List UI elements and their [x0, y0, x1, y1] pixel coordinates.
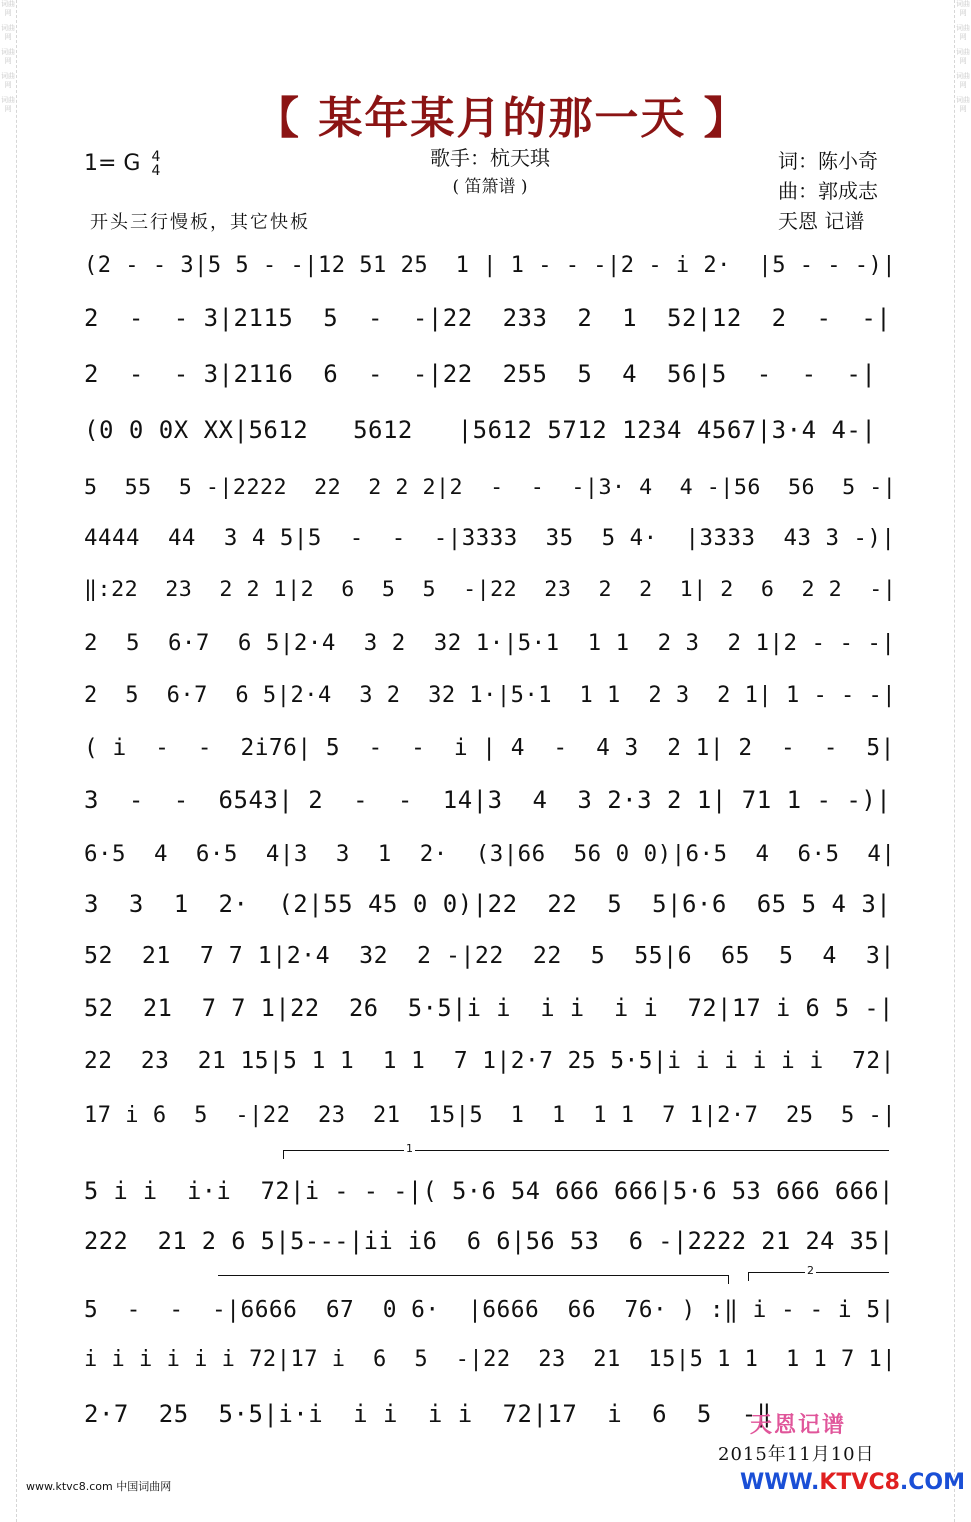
score-line: (0 0 0X XX|5612 5612 |5612 5712 1234 4567|3·4 4-| [84, 416, 877, 444]
score-line: 2 5 6·7 6 5|2·4 3 2 32 1·|5·1 1 1 2 3 2 1| 1 - - -| [84, 683, 897, 708]
score-line: 3 3 1 2· (2|55 45 0 0)|22 22 5 5|6·6 65 5 4 3| [84, 890, 892, 918]
score-line: 3 - - 6543| 2 - - 14|3 4 3 2·3 2 1| 71 1 - -)| [84, 786, 892, 814]
score-line: 6·5 4 6·5 4|3 3 1 2· (3|66 56 0 0)|6·5 4 6·5 4| [84, 841, 896, 867]
score-line: i i i i i i 72|17 i 6 5 -|22 23 21 15|5 1 1 1 1 7 1| [84, 1347, 897, 1372]
side-watermark-text: 词曲网 [1, 48, 15, 65]
side-watermark-text: 词曲网 [1, 96, 15, 113]
footer-site-text: www.ktvc8.com 中国词曲网 [26, 1480, 172, 1493]
side-watermark-text: 词曲网 [1, 72, 15, 89]
transcription-date: 2015年11月10日 [718, 1444, 875, 1465]
time-signature [151, 150, 160, 178]
credits [778, 146, 878, 236]
footer-logo-ktvc8: KTVC8 [819, 1470, 900, 1495]
side-watermark-text: 词曲网 [1, 0, 15, 17]
score-line: 5 - - -|6666 67 0 6· |6666 66 76· ) :‖ i - - i 5| [84, 1297, 895, 1323]
volta-number-1: 1 [406, 1142, 413, 1155]
side-watermark-text: 词曲网 [956, 96, 970, 113]
score-line: 2 - - 3|2116 6 - -|22 255 5 4 56|5 - - -| [84, 360, 877, 388]
score-line: 5 55 5 -|2222 22 2 2 2|2 - - -|3· 4 4 -|56 56 5 -| [84, 475, 897, 500]
time-signature-bottom: 4 [151, 163, 161, 179]
left-watermark-strip [0, 0, 17, 1522]
right-watermark-strip [954, 0, 971, 1522]
score-line: 22 23 21 15|5 1 1 1 1 7 1|2·7 25 5·5|i i i i i i 72| [84, 1048, 895, 1074]
side-watermark-text: 词曲网 [956, 24, 970, 41]
volta-bracket-1-end [218, 1275, 729, 1284]
score-line: 2 - - 3|2115 5 - -|22 233 2 1 52|12 2 - -| [84, 304, 892, 332]
score-line: 52 21 7 7 1|2·4 32 2 -|22 22 5 55|6 65 5 4 3| [84, 942, 895, 969]
footer-logo [740, 1470, 965, 1495]
lyricist: 词：陈小奇 [778, 149, 878, 173]
score-line: 222 21 2 6 5|5---|ii i6 6 6|56 53 6 -|2222 21 24 35| [84, 1227, 894, 1255]
score-line: 2·7 25 5·5|i·i i i i i 72|17 i 6 5 -‖ [84, 1400, 772, 1428]
score-line: ‖:22 23 2 2 1|2 6 5 5 -|22 23 2 2 1| 2 6 2 2 -| [84, 577, 897, 602]
side-watermark-text: 词曲网 [956, 0, 970, 17]
score-line: (2 - - 3|5 5 - -|12 51 25 1 | 1 - - -|2 - i 2· |5 - - -)| [84, 253, 897, 278]
score-line: 5 i i i·i 72|i - - -|( 5·6 54 666 666|5·6 53 666 666| [84, 1177, 894, 1205]
volta-bracket-2 [748, 1264, 889, 1281]
transcriber: 天恩 记谱 [778, 209, 865, 233]
key-signature [84, 150, 160, 178]
key-label: 1= G [84, 151, 141, 176]
side-watermark-text: 词曲网 [1, 24, 15, 41]
composer: 曲：郭成志 [778, 179, 878, 203]
song-title: 【 某年某月的那一天 】 [255, 93, 750, 144]
volta-bracket-1 [283, 1142, 889, 1159]
singer: 歌手：杭天琪 [430, 146, 550, 170]
score-line: ( i - - 2i76| 5 - - i | 4 - 4 3 2 1| 2 - - 5| [84, 735, 895, 761]
side-watermark-text: 词曲网 [956, 72, 970, 89]
score-line: 4444 44 3 4 5|5 - - -|3333 35 5 4· |3333 43 3 -)| [84, 525, 896, 551]
notation-type: ( 笛箫谱 ) [452, 177, 528, 197]
transcriber-stamp: 天恩记谱 [750, 1412, 847, 1438]
tempo-note: 开头三行慢板，其它快板 [90, 212, 310, 233]
side-watermark-text: 词曲网 [956, 48, 970, 65]
volta-number-2: 2 [807, 1264, 814, 1277]
time-signature-top: 4 [151, 149, 161, 165]
score-line: 52 21 7 7 1|22 26 5·5|i i i i i i 72|17 i 6 5 -| [84, 994, 894, 1022]
score-line: 17 i 6 5 -|22 23 21 15|5 1 1 1 1 7 1|2·7 25 5 -| [84, 1103, 897, 1128]
score-line: 2 5 6·7 6 5|2·4 3 2 32 1·|5·1 1 1 2 3 2 1|2 - - -| [84, 630, 896, 656]
footer-logo-www: WWW. [740, 1470, 820, 1495]
footer-logo-com: .COM [899, 1470, 966, 1495]
